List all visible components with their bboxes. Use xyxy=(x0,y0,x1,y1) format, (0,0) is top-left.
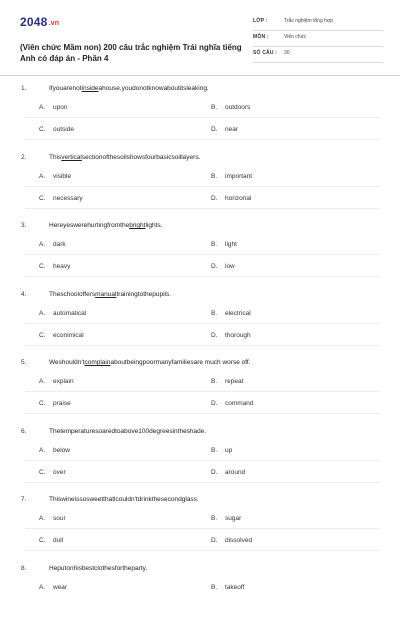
question-text: Thetemperaturesoaredtoabove100degreesintheshade. xyxy=(49,428,206,435)
option-letter: B. xyxy=(211,104,225,111)
question-stem xyxy=(21,222,391,234)
question-item xyxy=(0,421,400,490)
option-letter: D. xyxy=(211,469,225,476)
text-segment: Theschooloffers xyxy=(49,291,95,298)
question-item xyxy=(0,558,400,626)
option-c[interactable] xyxy=(39,195,83,202)
divider xyxy=(25,117,380,118)
option-c[interactable] xyxy=(39,537,63,544)
question-stem xyxy=(21,291,391,303)
divider xyxy=(25,550,380,551)
text-segment: sectionofthesoilshowsfourbasicsoillayers. xyxy=(82,154,201,161)
option-text: praise xyxy=(53,400,71,407)
question-text xyxy=(49,85,209,92)
option-c[interactable] xyxy=(39,469,66,476)
question-list xyxy=(0,78,400,626)
question-stem xyxy=(21,428,391,440)
option-letter: C. xyxy=(39,195,53,202)
option-letter: B. xyxy=(211,584,225,591)
option-text: sugar xyxy=(225,515,241,522)
option-text: important xyxy=(225,173,252,180)
divider xyxy=(25,323,380,324)
option-d[interactable] xyxy=(211,263,235,270)
question-stem xyxy=(21,359,391,371)
option-letter: B. xyxy=(211,310,225,317)
underlined-word: bright xyxy=(129,222,145,229)
meta-key: MÔN : xyxy=(253,34,269,40)
underlined-word: vertical xyxy=(61,154,82,161)
option-text: outdoors xyxy=(225,104,250,111)
header-divider xyxy=(0,75,400,76)
divider xyxy=(25,528,380,529)
text-segment: Hereyeswerehurtingfromthe xyxy=(49,222,129,229)
question-number: 8. xyxy=(21,565,26,572)
option-b[interactable] xyxy=(211,584,244,591)
meta-value: Trắc nghiệm tổng hợp xyxy=(284,18,333,24)
question-text xyxy=(49,154,200,161)
question-number: 6. xyxy=(21,428,26,435)
meta-key: LỚP : xyxy=(253,18,268,24)
option-letter: D. xyxy=(211,537,225,544)
option-text: around xyxy=(225,469,245,476)
question-text: Thiswineissosweetthatlcouldn'tdrinkthesecondglass. xyxy=(49,496,199,503)
text-segment: ahouse,youdonotknowaboutitsleaking. xyxy=(99,85,209,92)
divider xyxy=(25,413,380,414)
divider xyxy=(25,276,380,277)
option-text: repeat xyxy=(225,378,243,385)
text-segment: lights. xyxy=(145,222,162,229)
option-text: low xyxy=(225,263,235,270)
meta-table xyxy=(253,15,383,63)
option-text: heavy xyxy=(53,263,70,270)
option-a[interactable] xyxy=(39,447,70,454)
option-letter: A. xyxy=(39,310,53,317)
option-c[interactable] xyxy=(39,126,74,133)
question-stem xyxy=(21,154,391,166)
meta-row-count xyxy=(253,47,383,63)
meta-row-class xyxy=(253,15,383,31)
option-b[interactable] xyxy=(211,515,241,522)
underlined-word: manual xyxy=(95,291,116,298)
option-c[interactable] xyxy=(39,263,70,270)
option-text: thorough xyxy=(225,332,251,339)
option-text: light xyxy=(225,241,237,248)
option-letter: A. xyxy=(39,515,53,522)
option-a[interactable] xyxy=(39,104,67,111)
option-text: dull xyxy=(53,537,63,544)
option-letter: A. xyxy=(39,104,53,111)
option-b[interactable] xyxy=(211,378,243,385)
option-a[interactable] xyxy=(39,378,74,385)
option-d[interactable] xyxy=(211,126,238,133)
option-a[interactable] xyxy=(39,173,71,180)
option-text: automatical xyxy=(53,310,86,317)
logo-suffix: .vn xyxy=(49,20,60,27)
question-number: 5. xyxy=(21,359,26,366)
option-c[interactable] xyxy=(39,332,84,339)
option-text: explain xyxy=(53,378,74,385)
option-letter: D. xyxy=(211,195,225,202)
option-letter: D. xyxy=(211,126,225,133)
question-item xyxy=(0,284,400,353)
question-item xyxy=(0,489,400,558)
option-b[interactable] xyxy=(211,104,250,111)
option-letter: D. xyxy=(211,400,225,407)
option-letter: C. xyxy=(39,469,53,476)
option-a[interactable] xyxy=(39,310,86,317)
option-d[interactable] xyxy=(211,537,252,544)
question-stem xyxy=(21,565,391,577)
question-text xyxy=(49,222,162,229)
question-text: Heputonhisbestclothesfortheparty. xyxy=(49,565,147,572)
divider xyxy=(25,186,380,187)
option-letter: C. xyxy=(39,400,53,407)
option-text: necessary xyxy=(53,195,83,202)
option-text: horizonal xyxy=(225,195,251,202)
meta-key: SỐ CÂU : xyxy=(253,50,277,56)
question-item xyxy=(0,147,400,216)
divider xyxy=(25,345,380,346)
option-text: econimical xyxy=(53,332,84,339)
question-text xyxy=(49,359,251,366)
option-letter: C. xyxy=(39,263,53,270)
divider xyxy=(25,208,380,209)
option-a[interactable] xyxy=(39,241,66,248)
underlined-word: inside xyxy=(82,85,99,92)
option-letter: B. xyxy=(211,173,225,180)
option-letter: A. xyxy=(39,584,53,591)
option-text: near xyxy=(225,126,238,133)
option-letter: D. xyxy=(211,263,225,270)
text-segment: Weshouldn't xyxy=(49,359,84,366)
option-c[interactable] xyxy=(39,400,71,407)
option-text: sour xyxy=(53,515,66,522)
page-title: (Viên chức Mầm non) 200 câu trắc nghiệm Trái nghĩa tiếng Anh có đáp án - Phần 4 xyxy=(20,42,252,64)
option-text: over xyxy=(53,469,66,476)
question-item xyxy=(0,78,400,147)
option-text: wear xyxy=(53,584,67,591)
option-letter: C. xyxy=(39,537,53,544)
option-d[interactable] xyxy=(211,469,245,476)
option-d[interactable] xyxy=(211,400,254,407)
divider xyxy=(25,139,380,140)
question-number: 3. xyxy=(21,222,26,229)
option-b[interactable] xyxy=(211,447,232,454)
question-stem xyxy=(21,85,391,97)
option-letter: B. xyxy=(211,515,225,522)
question-stem xyxy=(21,496,391,508)
option-letter: C. xyxy=(39,332,53,339)
option-letter: A. xyxy=(39,173,53,180)
worksheet-header xyxy=(20,13,382,68)
divider xyxy=(25,482,380,483)
site-logo[interactable] xyxy=(20,15,59,29)
divider xyxy=(25,391,380,392)
question-text xyxy=(49,291,171,298)
option-d[interactable] xyxy=(211,332,251,339)
option-letter: D. xyxy=(211,332,225,339)
meta-value: 30 xyxy=(284,50,290,56)
option-b[interactable] xyxy=(211,173,252,180)
text-segment: Ifyouarenot xyxy=(49,85,82,92)
meta-value: Viên chức xyxy=(284,34,306,40)
question-number: 1. xyxy=(21,85,26,92)
option-text: up xyxy=(225,447,232,454)
question-number: 4. xyxy=(21,291,26,298)
divider xyxy=(25,460,380,461)
option-a[interactable] xyxy=(39,584,67,591)
option-text: dissolved xyxy=(225,537,252,544)
option-letter: A. xyxy=(39,241,53,248)
option-a[interactable] xyxy=(39,515,66,522)
option-letter: B. xyxy=(211,378,225,385)
option-text: outside xyxy=(53,126,74,133)
option-text: visible xyxy=(53,173,71,180)
logo-main: 2048 xyxy=(20,15,48,29)
option-text: below xyxy=(53,447,70,454)
text-segment: trainingtothepupils. xyxy=(116,291,171,298)
option-letter: A. xyxy=(39,447,53,454)
option-text: upon xyxy=(53,104,67,111)
question-item xyxy=(0,352,400,421)
option-text: dark xyxy=(53,241,66,248)
text-segment: aboutbeingpoormanyfamiliesare much worse off. xyxy=(110,359,250,366)
divider xyxy=(25,254,380,255)
option-letter: A. xyxy=(39,378,53,385)
option-letter: B. xyxy=(211,447,225,454)
option-b[interactable] xyxy=(211,241,237,248)
text-segment: This xyxy=(49,154,61,161)
question-item xyxy=(0,215,400,284)
option-text: electrical xyxy=(225,310,251,317)
option-letter: B. xyxy=(211,241,225,248)
option-b[interactable] xyxy=(211,310,251,317)
question-number: 7. xyxy=(21,496,26,503)
question-number: 2. xyxy=(21,154,26,161)
option-d[interactable] xyxy=(211,195,251,202)
underlined-word: complain xyxy=(84,359,110,366)
option-text: takeoff xyxy=(225,584,244,591)
meta-row-subject xyxy=(253,31,383,47)
option-text: command xyxy=(225,400,254,407)
option-letter: C. xyxy=(39,126,53,133)
